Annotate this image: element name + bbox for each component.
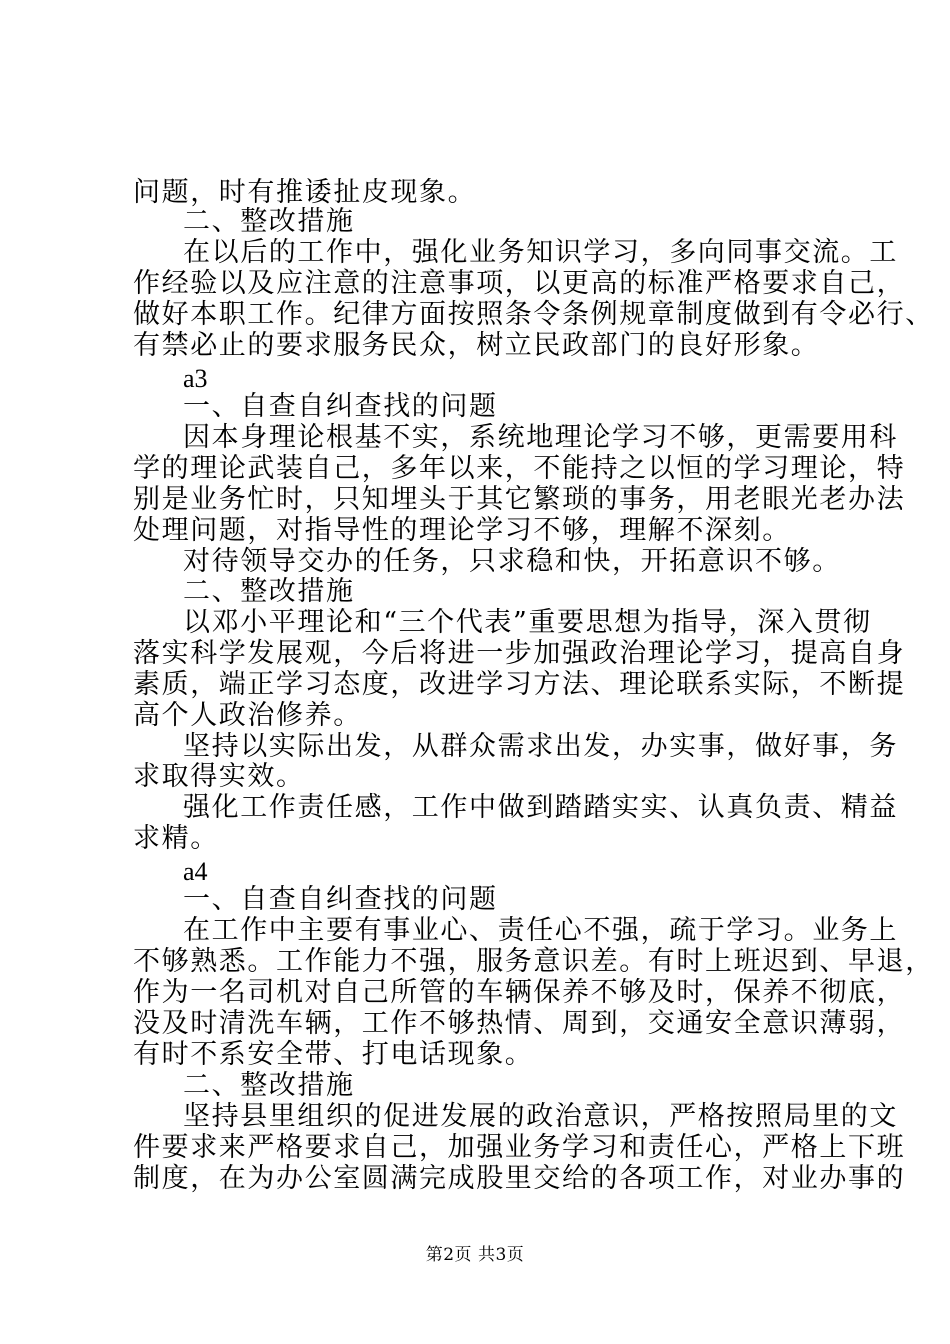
- text-line: 高个人政治修养。: [133, 700, 362, 731]
- text-line: 处理问题，对指导性的理论学习不够，理解不深刻。: [133, 515, 791, 546]
- text-line: 以邓小平理论和“三个代表”重要思想为指导，深入贯彻: [183, 607, 872, 638]
- text-line: 件要求来严格要求自己，加强业务学习和责任心，严格上下班: [133, 1132, 906, 1163]
- text-line: 做好本职工作。纪律方面按照条令条例规章制度做到有令必行、: [133, 299, 934, 330]
- section-heading: 二、整改措施: [183, 206, 355, 237]
- text-line: 制度，在为办公室圆满完成股里交给的各项工作，对业办事的: [133, 1163, 906, 1194]
- section-heading: 二、整改措施: [183, 576, 355, 607]
- text-line: 在以后的工作中，强化业务知识学习，多向同事交流。工: [183, 237, 898, 268]
- section-tag: a3: [183, 364, 208, 393]
- section-heading: 二、整改措施: [183, 1070, 355, 1101]
- text-line: 强化工作责任感，工作中做到踏踏实实、认真负责、精益: [183, 792, 898, 823]
- text-line: 在工作中主要有事业心、责任心不强，疏于学习。业务上: [183, 915, 898, 946]
- section-tag: a4: [183, 857, 208, 886]
- text-line: 没及时清洗车辆，工作不够热情、周到，交通安全意识薄弱，: [133, 1008, 906, 1039]
- text-line: 不够熟悉。工作能力不强，服务意识差。有时上班迟到、早退，: [133, 946, 934, 977]
- text-line: 作为一名司机对自己所管的车辆保养不够及时，保养不彻底，: [133, 977, 906, 1008]
- text-line: 问题，时有推诿扯皮现象。: [133, 177, 477, 208]
- text-line: 求取得实效。: [133, 761, 305, 792]
- text-line: 对待领导交办的任务，只求稳和快，开拓意识不够。: [183, 546, 841, 577]
- text-line: 坚持以实际出发，从群众需求出发，办实事，做好事，务: [183, 731, 898, 762]
- text-line: 作经验以及应注意的注意事项，以更高的标准严格要求自己，: [133, 268, 906, 299]
- text-line: 坚持县里组织的促进发展的政治意识，严格按照局里的文: [183, 1101, 898, 1132]
- text-line: 有时不系安全带、打电话现象。: [133, 1039, 534, 1070]
- text-line: 别是业务忙时，只知埋头于其它繁琐的事务，用老眼光老办法: [133, 484, 906, 515]
- page-footer: 第2页 共3页: [425, 1245, 525, 1265]
- text-line: 有禁必止的要求服务民众，树立民政部门的良好形象。: [133, 330, 820, 361]
- text-line: 求精。: [133, 823, 219, 854]
- section-heading: 一、自查自纠查找的问题: [183, 884, 498, 915]
- text-line: 因本身理论根基不实，系统地理论学习不够，更需要用科: [183, 422, 898, 453]
- text-line: 学的理论武装自己，多年以来，不能持之以恒的学习理论，特: [133, 453, 906, 484]
- text-line: 素质，端正学习态度，改进学习方法、理论联系实际，不断提: [133, 669, 906, 700]
- section-heading: 一、自查自纠查找的问题: [183, 391, 498, 422]
- text-line: 落实科学发展观，今后将进一步加强政治理论学习，提高自身: [133, 638, 906, 669]
